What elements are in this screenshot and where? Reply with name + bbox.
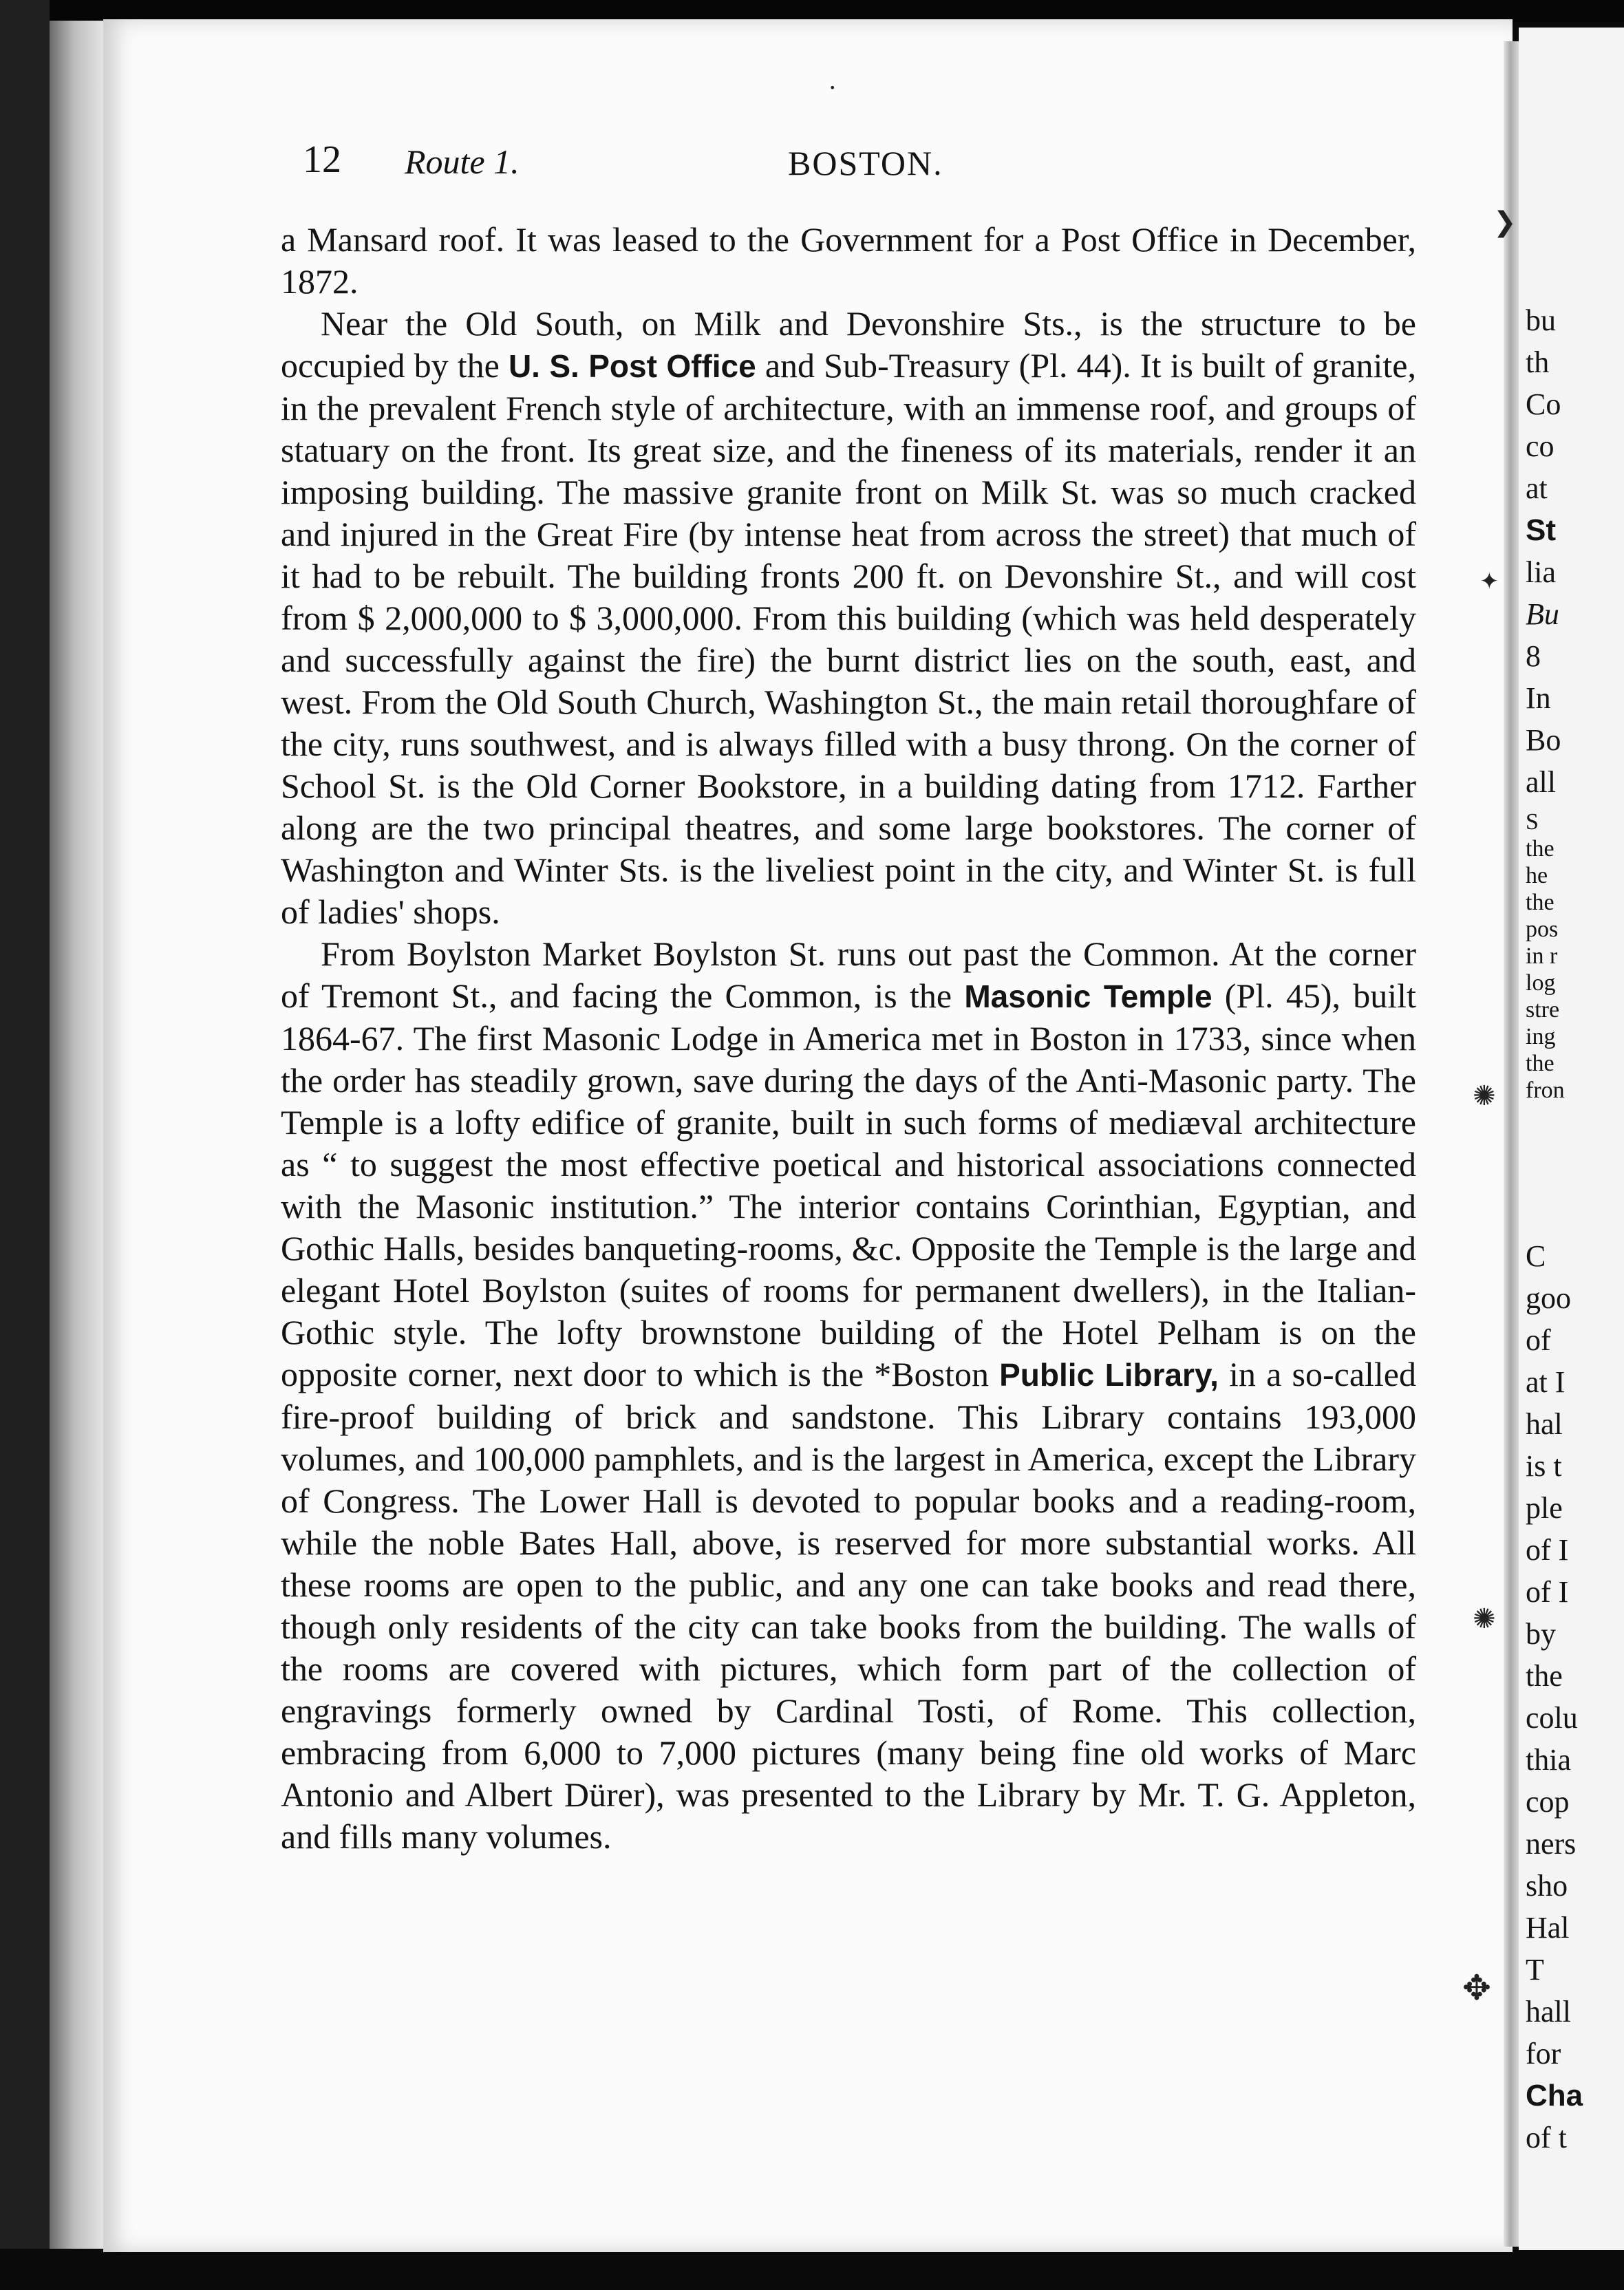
binding-mark-icon: ✦ — [1479, 568, 1499, 595]
facing-column-small-print — [1526, 809, 1624, 1104]
route-label: Route 1. — [405, 142, 520, 181]
post-office-heading: U. S. Post Office — [508, 348, 756, 384]
facing-line: at — [1526, 471, 1548, 505]
binding-mark-icon: ❯ — [1493, 206, 1517, 238]
page-edge-shadow — [50, 21, 111, 2257]
facing-line: of I — [1526, 1533, 1569, 1567]
facing-line: In — [1526, 681, 1551, 715]
dust-speck-icon: • — [829, 81, 836, 94]
binding-thread-icon: ✺ — [1473, 1603, 1496, 1635]
masonic-temple-heading: Masonic Temple — [964, 978, 1212, 1014]
page-number: 12 — [303, 138, 341, 181]
facing-line: thia — [1526, 1743, 1571, 1777]
facing-line: bu — [1526, 303, 1556, 337]
facing-line: goo — [1526, 1281, 1571, 1315]
paragraph-post-office — [281, 303, 1416, 933]
facing-line: in r — [1526, 943, 1558, 969]
facing-line: T — [1526, 1953, 1544, 1987]
running-head — [303, 138, 1418, 186]
facing-page — [1519, 28, 1624, 2250]
paragraph-continuation: a Mansard roof. It was leased to the Government for a Post Office in December, 1872. — [281, 220, 1416, 301]
facing-line: colu — [1526, 1701, 1578, 1735]
page-title: BOSTON. — [788, 144, 943, 182]
facing-line: lia — [1526, 555, 1556, 589]
facing-line: all — [1526, 765, 1556, 799]
facing-line: the — [1526, 1659, 1563, 1693]
facing-line: the — [1526, 890, 1554, 915]
facing-line: th — [1526, 345, 1550, 379]
facing-line: hall — [1526, 1995, 1571, 2029]
facing-line: fron — [1526, 1078, 1565, 1103]
facing-column-upper — [1526, 299, 1624, 803]
facing-line: S — [1526, 809, 1539, 835]
facing-line: is t — [1526, 1449, 1562, 1483]
scan-border-bottom — [0, 2249, 1624, 2290]
facing-line: at I — [1526, 1365, 1566, 1399]
scan-border-left — [0, 0, 50, 2290]
facing-line: of — [1526, 1323, 1551, 1357]
facing-line: co — [1526, 429, 1554, 463]
paragraph-text: in a so-called fire-proof building of brick and sandstone. This Library contains 193,000 volumes, and 100,000 pamphlets, and is the largest in America, except the Library of Congress. The Lower Hall is devoted to popular books and a reading-room, while the noble Bates Hall, above, is reserved for more substantial works. All these rooms are open to the public, and any one can take books and read there, though only residents of the city can take books from the building. The walls of the rooms are covered with pictures, which form part of the collection of engravings formerly owned by Cardinal Tosti, of Rome. This collection, embracing from 6,000 to 7,000 pictures (many being fine old works of Marc Antonio and Albert Dürer), was presented to the Library by Mr. T. G. Appleton, and fills many volumes. — [281, 1355, 1416, 1856]
facing-line: ple — [1526, 1491, 1563, 1525]
facing-line: St — [1526, 513, 1556, 547]
facing-line: Cha — [1526, 2079, 1583, 2112]
facing-line: the — [1526, 1051, 1554, 1076]
facing-line: pos — [1526, 917, 1559, 942]
facing-line: log — [1526, 970, 1556, 996]
facing-line: by — [1526, 1617, 1556, 1651]
facing-line: he — [1526, 863, 1548, 888]
book-gutter — [1504, 41, 1519, 2247]
paragraph-masonic-temple — [281, 933, 1416, 1858]
facing-line: stre — [1526, 997, 1560, 1023]
facing-line: sho — [1526, 1869, 1568, 1903]
facing-line: ing — [1526, 1024, 1556, 1049]
public-library-heading: Public Library, — [999, 1357, 1219, 1393]
facing-line: of I — [1526, 1575, 1569, 1609]
facing-line: Hal — [1526, 1911, 1570, 1945]
facing-line: ners — [1526, 1827, 1577, 1861]
facing-line: C — [1526, 1239, 1546, 1273]
paragraph-text: and Sub-Treasury (Pl. 44). It is built of granite, in the prevalent French style of architecture, with an immense roof, and groups of statuary on the front. Its great size, and the fineness of its materials, render it an imposing building. The massive granite front on Milk St. was so much cracked and injured in the Great Fire (by intense heat from across the street) that much of it had to be rebuilt. The building fronts 200 ft. on Devonshire St., and will cost from $ 2,000,000 to $ 3,000,000. From this building (which was held desperately and successfully against the fire) the burnt district lies on the south, east, and west. From the Old South Church, Washington St., the main retail thoroughfare of the city, runs southwest, and is always filled with a busy throng. On the corner of School St. is the Old Corner Bookstore, in a building dating from 1712. Farther along are the two principal theatres, and some large bookstores. The corner of Washington and Winter Sts. is the liveliest point in the city, and Winter St. is full of ladies' shops. — [281, 346, 1416, 931]
body-text — [281, 219, 1416, 1858]
paragraph-text: From Boylston Market Boylston St. runs out past the Common. At the corner of Tremont St., and facing the Common, is the — [281, 934, 1416, 1015]
facing-line: the — [1526, 836, 1554, 862]
facing-line: Co — [1526, 387, 1561, 421]
paragraph-text: Near the Old South, on Milk and Devonshire Sts., is the structure to be occupied by the — [281, 304, 1416, 385]
facing-line: of t — [1526, 2121, 1567, 2154]
facing-line: cop — [1526, 1785, 1570, 1819]
facing-line: Bu — [1526, 597, 1559, 631]
paragraph-text: (Pl. 45), built 1864-67. The first Masonic Lodge in America met in Boston in 1733, since when the order has steadily grown, save during the days of the Anti-Masonic party. The Temple is a lofty edifice of granite, built in such forms of mediæval architecture as “ to suggest the most effective poetical and historical associations connected with the Masonic institution.” The interior contains Corinthian, Egyptian, and Gothic Halls, besides banqueting-rooms, &c. Opposite the Temple is the large and elegant Hotel Boylston (suites of rooms for permanent dwellers), in the Italian-Gothic style. The lofty brownstone building of the Hotel Pelham is on the opposite corner, next door to which is the *Boston — [281, 976, 1416, 1393]
facing-line: for — [1526, 2037, 1561, 2070]
binding-thread-icon: ✥ — [1462, 1968, 1491, 2008]
facing-column-lower — [1526, 1235, 1624, 2159]
facing-line: Bo — [1526, 723, 1561, 757]
facing-line: hal — [1526, 1407, 1563, 1441]
binding-thread-icon: ✺ — [1473, 1080, 1496, 1112]
facing-line: 8 — [1526, 639, 1541, 673]
